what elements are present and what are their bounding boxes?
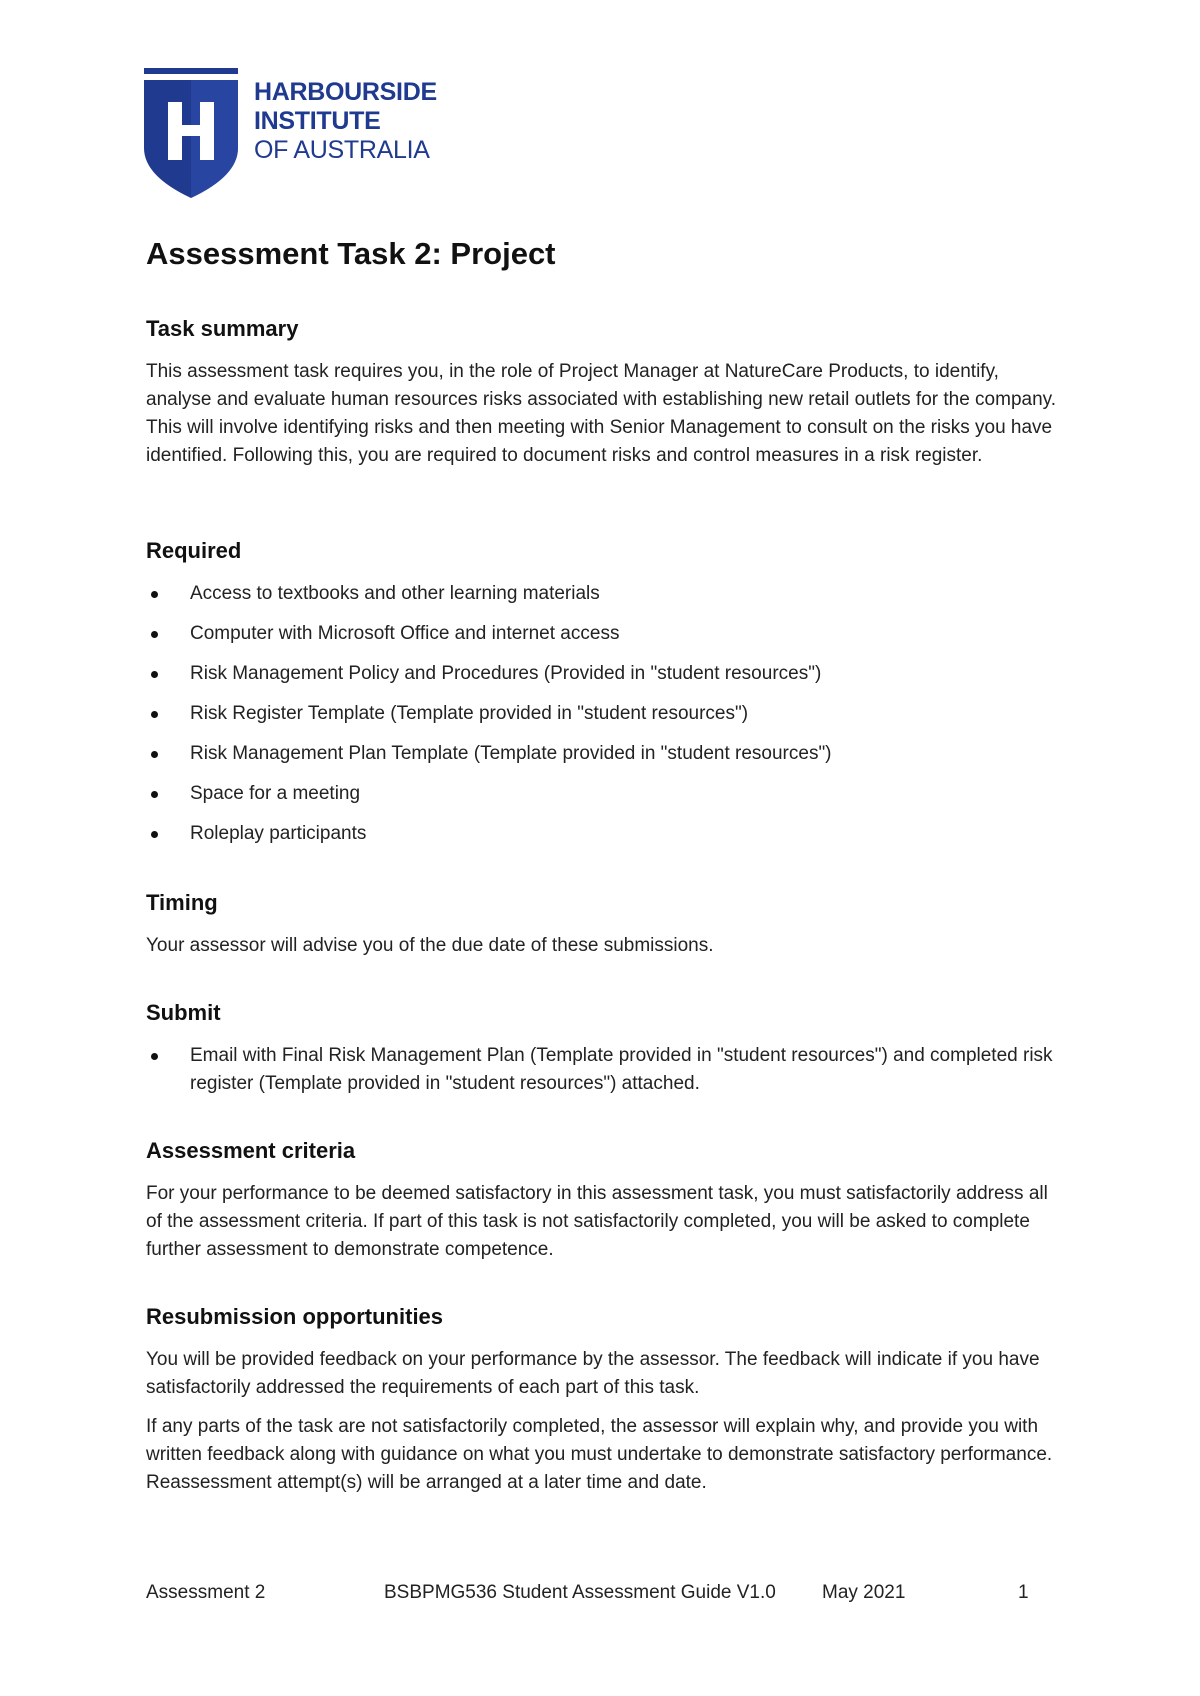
list-item: Computer with Microsoft Office and internet access — [146, 620, 1066, 648]
bullet-icon — [151, 631, 158, 638]
resubmission-heading: Resubmission opportunities — [146, 1304, 444, 1329]
task-summary-heading: Task summary — [146, 316, 299, 341]
submit-heading: Submit — [146, 1000, 221, 1025]
footer-assessment: Assessment 2 — [146, 1582, 266, 1603]
resubmission-text-2: If any parts of the task are not satisfactorily completed, the assessor will explain why, and provide you with written feedback along with guidance on what you must undertake to demonstrate satisfactory performance. Reassessment attempt(s) will be arranged at a later time and date. — [146, 1416, 1053, 1493]
list-item: Risk Management Policy and Procedures (Provided in "student resources") — [146, 660, 1066, 688]
list-item: Risk Management Plan Template (Template provided in "student resources") — [146, 740, 1066, 768]
bullet-icon — [151, 751, 158, 758]
logo-line-1: HARBOURSIDE — [254, 78, 437, 106]
footer-guide-title: BSBPMG536 Student Assessment Guide V1.0 — [384, 1582, 776, 1603]
assessment-criteria-text: For your performance to be deemed satisfactory in this assessment task, you must satisfactorily address all of the assessment criteria. If part of this task is not satisfactorily completed, you will be asked to complete further assessment to demonstrate competence. — [146, 1183, 1048, 1260]
task-summary-text: This assessment task requires you, in the role of Project Manager at NatureCare Products, to identify, analyse and evaluate human resources risks associated with establishing new retail outlets for the company. This will involve identifying risks and then meeting with Senior Management to consult on the risks you have identified. Following this, you are required to document risks and control measures in a risk register. — [146, 361, 1057, 466]
list-item: Email with Final Risk Management Plan (Template provided in "student resources") and completed risk register (Template provided in "student resources") attached. — [146, 1042, 1066, 1098]
logo-line-3: OF AUSTRALIA — [254, 136, 430, 164]
bullet-icon — [151, 671, 158, 678]
list-item: Space for a meeting — [146, 780, 1066, 808]
timing-heading: Timing — [146, 890, 218, 915]
required-list — [146, 580, 1066, 860]
resubmission-text-1: You will be provided feedback on your performance by the assessor. The feedback will indicate if you have satisfactorily addressed the requirements of each part of this task. — [146, 1349, 1040, 1398]
submit-list — [146, 1042, 1066, 1098]
list-item: Risk Register Template (Template provided in "student resources") — [146, 700, 1066, 728]
footer-date: May 2021 — [822, 1582, 906, 1603]
logo-wordmark — [254, 78, 437, 165]
required-heading: Required — [146, 538, 242, 563]
bullet-icon — [151, 791, 158, 798]
bullet-icon — [151, 591, 158, 598]
timing-text: Your assessor will advise you of the due date of these submissions. — [146, 935, 714, 956]
list-item: Roleplay participants — [146, 820, 1066, 848]
logo-line-2: INSTITUTE — [254, 107, 381, 135]
bullet-icon — [151, 711, 158, 718]
shield-h-icon — [144, 68, 238, 198]
bullet-icon — [151, 1053, 158, 1060]
bullet-icon — [151, 831, 158, 838]
page-title: Assessment Task 2: Project — [146, 236, 556, 271]
institute-logo — [144, 68, 444, 200]
footer-page-number: 1 — [1018, 1582, 1029, 1603]
list-item: Access to textbooks and other learning materials — [146, 580, 1066, 608]
assessment-criteria-heading: Assessment criteria — [146, 1138, 356, 1163]
